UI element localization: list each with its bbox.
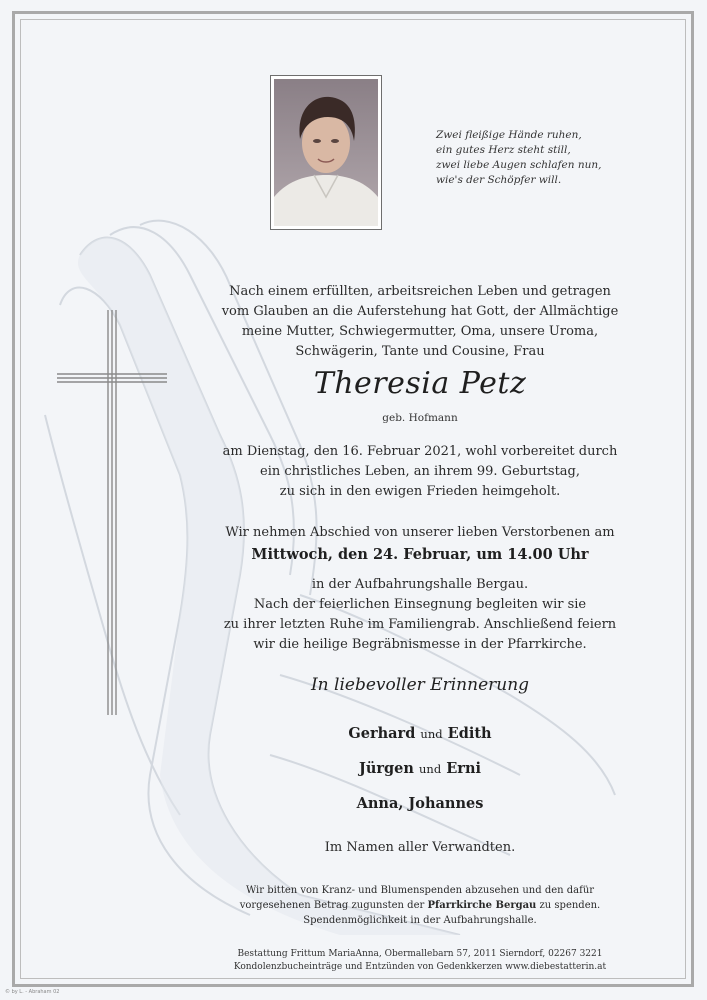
portrait-image	[274, 79, 378, 226]
ceremony-line: Nach der feierlichen Einsegnung begleiten wir sie	[253, 597, 587, 612]
mourner-name: Anna, Johannes	[356, 795, 484, 812]
mourner-name: Erni	[446, 760, 481, 777]
mourner-name: Gerhard	[348, 725, 416, 742]
ceremony-text	[180, 575, 660, 655]
intro-text	[180, 282, 660, 362]
cross-icon	[57, 310, 167, 715]
poem-line: Zwei fleißige Hände ruhen,	[436, 129, 582, 141]
poem-line: ein gutes Herz steht still,	[436, 144, 571, 156]
mourner-line	[180, 725, 660, 742]
corner-copyright: © by L. - Abraham 02	[5, 989, 60, 995]
intro-line: vom Glauben an die Auferstehung hat Gott, der Allmächtige	[221, 304, 619, 319]
mourner-line	[180, 760, 660, 777]
death-line: zu sich in den ewigen Frieden heimgeholt.	[279, 484, 561, 499]
donation-line: Wir bitten von Kranz- und Blumenspenden abzusehen und den dafür	[245, 885, 595, 896]
poem-line: wie's der Schöpfer will.	[436, 174, 562, 186]
footer-address: Bestattung Frittum MariaAnna, Obermallebarn 57, 2011 Sierndorf, 02267 3221	[237, 949, 603, 959]
intro-line: meine Mutter, Schwiegermutter, Oma, unsere Uroma,	[241, 324, 599, 339]
funeral-date: Mittwoch, den 24. Februar, um 14.00 Uhr	[251, 546, 589, 563]
farewell-text: Wir nehmen Abschied von unserer lieben Verstorbenen am	[225, 525, 615, 540]
born-name: geb. Hofmann	[382, 412, 458, 424]
donation-note	[180, 883, 660, 928]
portrait-photo	[270, 75, 382, 230]
ceremony-line: wir die heilige Begräbnismesse in der Pfarrkirche.	[253, 637, 587, 652]
donation-recipient: Pfarrkirche Bergau	[427, 900, 537, 911]
mourner-name: Jürgen	[358, 760, 414, 777]
donation-line	[180, 898, 660, 913]
poem-line: zwei liebe Augen schlafen nun,	[436, 159, 602, 171]
mourner-conjunction: und	[420, 727, 443, 741]
mourner-conjunction: und	[419, 762, 442, 776]
relatives-text: Im Namen aller Verwandten.	[324, 840, 516, 855]
mourner-name: Edith	[447, 725, 492, 742]
ceremony-line: in der Aufbahrungshalle Bergau.	[311, 577, 529, 592]
footer-website: Kondolenzbucheinträge und Entzünden von Gedenkkerzen www.diebestatterin.at	[233, 962, 607, 972]
intro-line: Schwägerin, Tante und Cousine, Frau	[295, 344, 545, 359]
footer	[180, 948, 660, 974]
death-line: ein christliches Leben, an ihrem 99. Geburtstag,	[260, 464, 580, 479]
donation-line: Spendenmöglichkeit in der Aufbahrungshalle.	[303, 915, 537, 926]
intro-line: Nach einem erfüllten, arbeitsreichen Leben und getragen	[229, 284, 611, 299]
poem	[436, 128, 656, 188]
ceremony-line: zu ihrer letzten Ruhe im Familiengrab. Anschließend feiern	[223, 617, 617, 632]
deceased-name: Theresia Petz	[313, 366, 527, 401]
mourner-line	[180, 795, 660, 812]
death-line: am Dienstag, den 16. Februar 2021, wohl vorbereitet durch	[222, 444, 618, 459]
donation-text: zu spenden.	[536, 900, 601, 911]
death-text	[180, 442, 660, 502]
donation-text: vorgesehenen Betrag zugunsten der	[239, 900, 428, 911]
memory-heading: In liebevoller Erinnerung	[310, 675, 530, 695]
